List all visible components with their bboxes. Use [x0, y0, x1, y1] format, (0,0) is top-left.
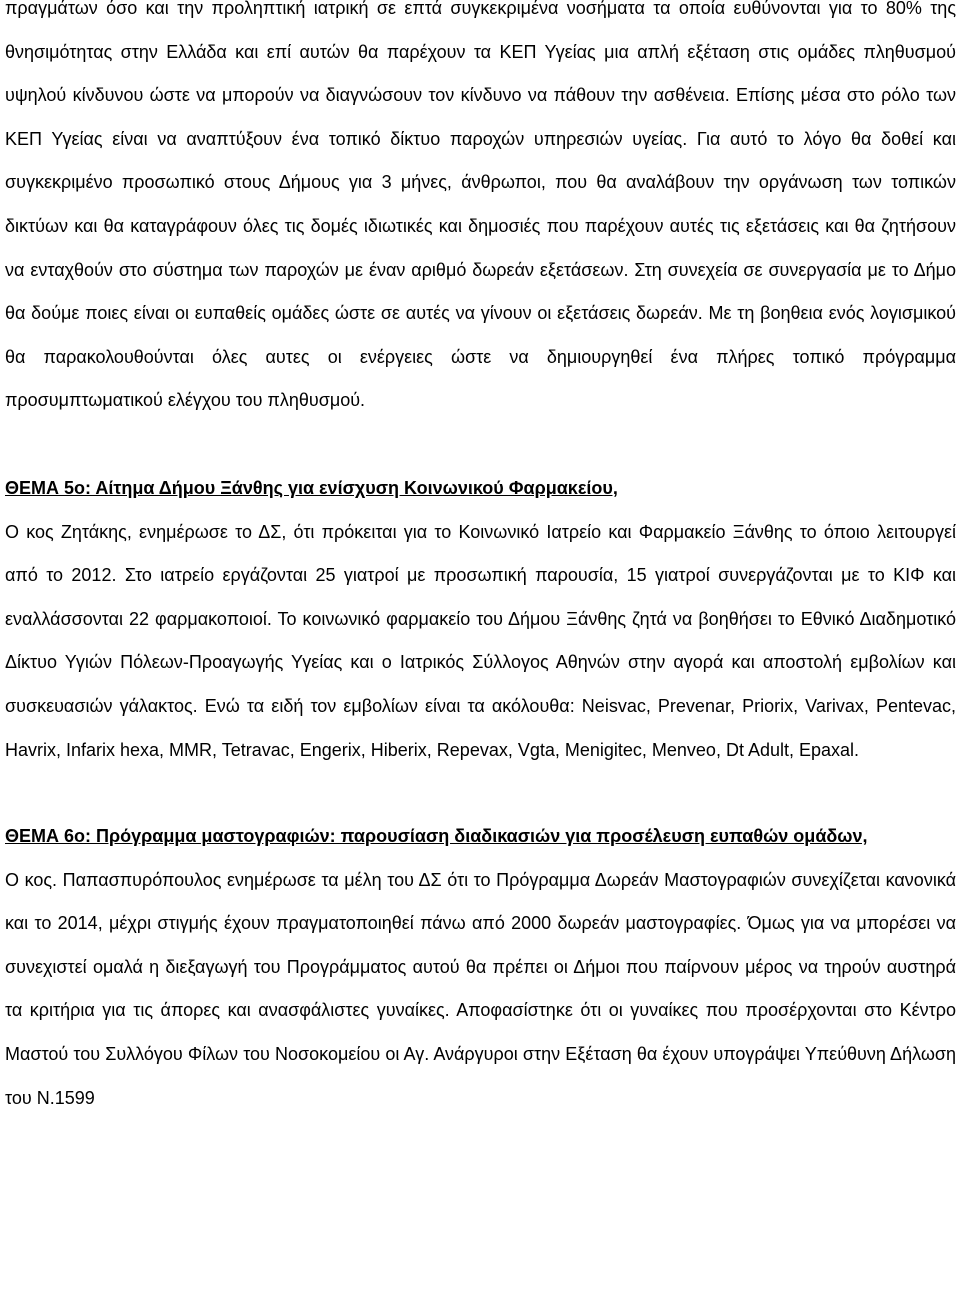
- document-page: [5, 0, 956, 1120]
- section-heading-theme-5: ΘΕΜΑ 5ο: Αίτημα Δήμου Ξάνθης για ενίσχυση Κοινωνικού Φαρμακείου,: [5, 477, 618, 498]
- paragraph-theme-5: Ο κος Ζητάκης, ενημέρωσε το ΔΣ, ότι πρόκειται για το Κοινωνικό Ιατρείο και Φαρμακείο Ξάνθης το όποιο λειτουργεί από το 2012. Στο ιατρείο εργάζονται 25 γιατροί με προσωπική παρουσία, 15 γιατροί συνεργάζονται με το ΚΙΦ και εναλλάσσονται 22 φαρμακοποιοί. Το κοινωνικό φαρμακείο του Δήμου Ξάνθης ζητά να βοηθήσει το Εθνικό Διαδημοτικό Δίκτυο Υγιών Πόλεων-Προαγωγής Υγείας και ο Ιατρικός Σύλλογος Αθηνών στην αγορά και αποστολή εμβολίων και συσκευασιών γάλακτος. Ενώ τα ειδή τον εμβολίων είναι τα ακόλουθα: Neisvac, Prevenar, Priorix, Varivax, Pentevac, Havrix, Infarix hexa, MMR, Tetravac, Engerix, Hiberix, Repevax, Vgta, Menigitec, Menveo, Dt Adult, Epaxal.: [5, 521, 956, 760]
- section-heading-theme-6: ΘΕΜΑ 6ο: Πρόγραμμα μαστογραφιών: παρουσίαση διαδικασιών για προσέλευση ευπαθών ομάδων,: [5, 826, 868, 847]
- paragraph-theme-6: Ο κος. Παπασπυρόπουλος ενημέρωσε τα μέλη του ΔΣ ότι το Πρόγραμμα Δωρεάν Μαστογραφιών συνεχίζεται κανονικά και το 2014, μέχρι στιγμής έχουν πραγματοποιηθεί πάνω από 2000 δωρεάν μαστογραφίες. Όμως για να μπορέσει να συνεχιστεί ομαλά η διεξαγωγή του Προγράμματος αυτού θα πρέπει οι Δήμοι που παίρνουν μέρος να τηρούν αυστηρά τα κριτήρια για τις άπορες και ανασφάλιστες γυναίκες. Αποφασίστηκε ότι οι γυναίκες που προσέρχονται στο Κέντρο Μαστού του Συλλόγου Φίλων του Νοσοκομείου οι Αγ. Ανάργυροι στην Εξέταση θα έχουν υπογράψει Υπεύθυνη Δήλωση του Ν.1599: [5, 869, 956, 1108]
- paragraph-intro: πραγμάτων όσο και την προληπτική ιατρική σε επτά συγκεκριμένα νοσήματα τα οποία ευθύνονται για το 80% της θνησιμότητας στην Ελλάδα και επί αυτών θα παρέχουν τα ΚΕΠ Υγείας μια απλή εξέταση στις ομάδες πληθυσμού υψηλού κίνδυνου ώστε να μπορούν να διαγνώσουν τον κίνδυνο να πάθουν την ασθένεια. Επίσης μέσα στο ρόλο των ΚΕΠ Υγείας είναι να αναπτύξουν ένα τοπικό δίκτυο παροχών υπηρεσιών υγείας. Για αυτό το λόγο θα δοθεί και συγκεκριμένο προσωπικό στους Δήμους για 3 μήνες, άνθρωποι, που θα αναλάβουν την οργάνωση των τοπικών δικτύων και θα καταγράφουν όλες τις δομές ιδιωτικές και δημοσιές που παρέχουν αυτές τις εξετάσεις και θα ζητήσουν να ενταχθούν στο σύστημα των παροχών με έναν αριθμό δωρεάν εξετάσεων. Στη συνεχεία σε συνεργασία με το Δήμο θα δούμε ποιες είναι οι ευπαθείς ομάδες ώστε σε αυτές να γίνουν οι εξετάσεις δωρεάν. Με τη βοηθεια ενός λογισμικού θα παρακολουθούνται όλες αυτες οι ενέργειες ώστε να δημιουργηθεί ένα πλήρες τοπικό πρόγραμμα προσυμπτωματικού ελέγχου του πληθυσμού.: [5, 0, 956, 411]
